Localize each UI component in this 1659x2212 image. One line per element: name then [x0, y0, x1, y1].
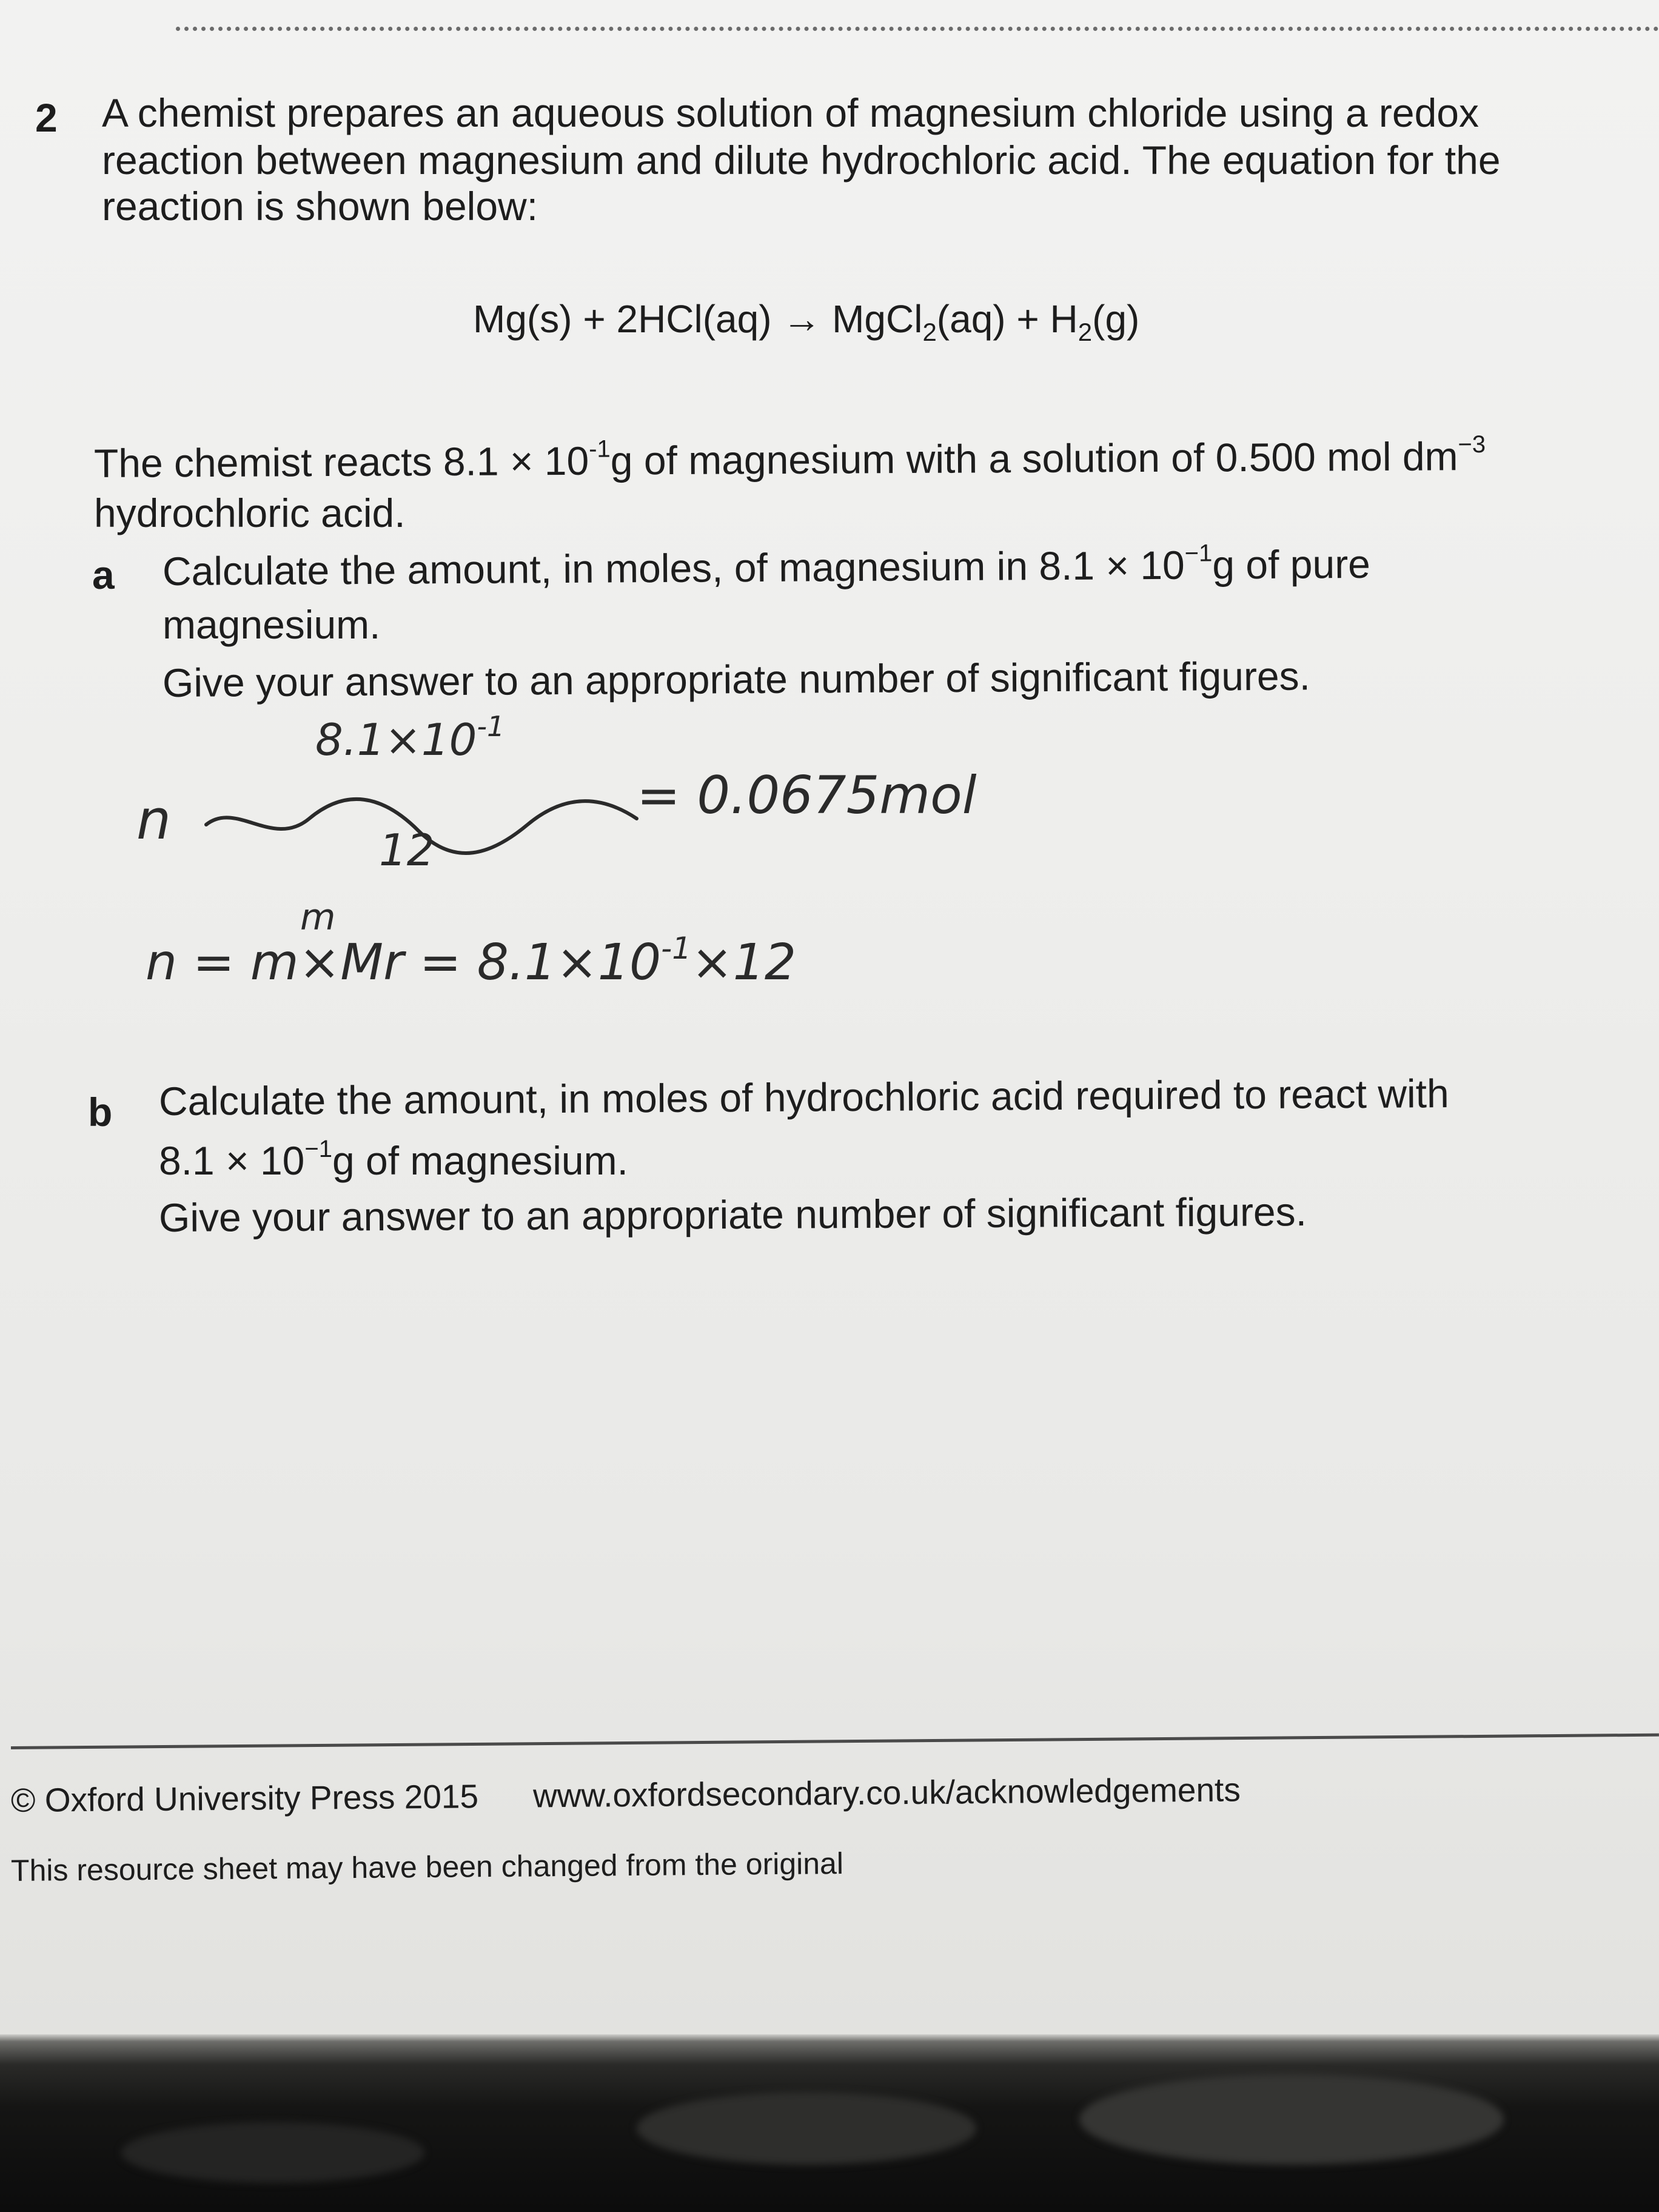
shadow-shape	[1079, 2074, 1504, 2165]
part-b-line-2-tail: g of magnesium.	[332, 1138, 628, 1183]
handwritten-denominator: 12	[379, 825, 435, 876]
shadow-shape	[121, 2122, 424, 2183]
footer-note: This resource sheet may have been changed from the original	[10, 1846, 844, 1888]
part-b-line-2	[159, 1136, 628, 1185]
part-b-line-3: Give your answer to an appropriate number of significant figures.	[158, 1189, 1307, 1240]
footer-rule	[11, 1734, 1659, 1749]
copyright-text: © Oxford University Press 2015	[10, 1777, 479, 1819]
handwritten-numerator	[315, 710, 505, 765]
reaction-equation	[473, 295, 1140, 346]
part-a-exp: −1	[1184, 540, 1213, 567]
part-b-exp: −1	[304, 1136, 332, 1162]
handwritten-m-small: m	[300, 896, 336, 939]
footer-copyright-line	[11, 1768, 1241, 1822]
part-a-line-1-text: Calculate the amount, in moles, of magnesium in 8.1 × 10	[162, 542, 1185, 594]
part-a-line-1	[163, 540, 1370, 595]
handwritten-formula-tail: ×12	[691, 934, 797, 991]
handwritten-result: = 0.0675mol	[637, 765, 977, 826]
part-a-label: a	[92, 552, 115, 597]
handwritten-n-symbol: n	[136, 788, 172, 852]
equation-sub-1: 2	[922, 317, 937, 346]
part-b-label: b	[88, 1090, 113, 1134]
handwritten-numerator-exp: -1	[477, 710, 505, 743]
statement-exp-2: −3	[1458, 431, 1486, 458]
equation-product-prefix: MgCl	[832, 297, 923, 341]
statement-part-2: g of magnesium with a solution of 0.500 mol dm	[610, 434, 1458, 483]
question-number: 2	[35, 95, 58, 140]
statement-exp-1: -1	[589, 435, 611, 463]
intro-line-3: reaction is shown below:	[102, 184, 538, 229]
part-a-line-3: Give your answer to an appropriate number of significant figures.	[162, 653, 1311, 705]
acknowledgements-link[interactable]: www.oxfordsecondary.co.uk/acknowledgements	[532, 1771, 1241, 1815]
handwritten-formula-exp: -1	[661, 930, 692, 966]
part-b-line-2-text: 8.1 × 10	[159, 1138, 305, 1183]
part-a-line-1-tail: g of pure	[1212, 541, 1371, 588]
equation-reactants: Mg(s) + 2HCl(aq)	[473, 297, 772, 341]
intro-line-1: A chemist prepares an aqueous solution of magnesium chloride using a redox	[102, 90, 1480, 135]
equation-arrow: →	[782, 297, 822, 341]
shadow-shape	[637, 2092, 976, 2165]
intro-line-2: reaction between magnesium and dilute hydrochloric acid. The equation for the	[102, 138, 1501, 183]
handwritten-numerator-text: 8.1×10	[315, 714, 477, 765]
equation-product-suffix: (g)	[1092, 297, 1140, 341]
statement-part-1: The chemist reacts 8.1 × 10	[93, 438, 589, 486]
handwritten-formula-text: n = m×Mr = 8.1×10	[146, 934, 662, 991]
part-a-line-2: magnesium.	[163, 602, 381, 647]
part-b-line-1: Calculate the amount, in moles of hydrochloric acid required to react with	[158, 1071, 1449, 1124]
statement-line-2: hydrochloric acid.	[94, 491, 406, 535]
handwritten-formula	[146, 930, 797, 991]
equation-product-middle: (aq) + H	[936, 297, 1078, 341]
statement-line-1	[94, 432, 1486, 488]
top-dotted-rule	[176, 27, 1659, 31]
equation-sub-2: 2	[1078, 317, 1093, 346]
